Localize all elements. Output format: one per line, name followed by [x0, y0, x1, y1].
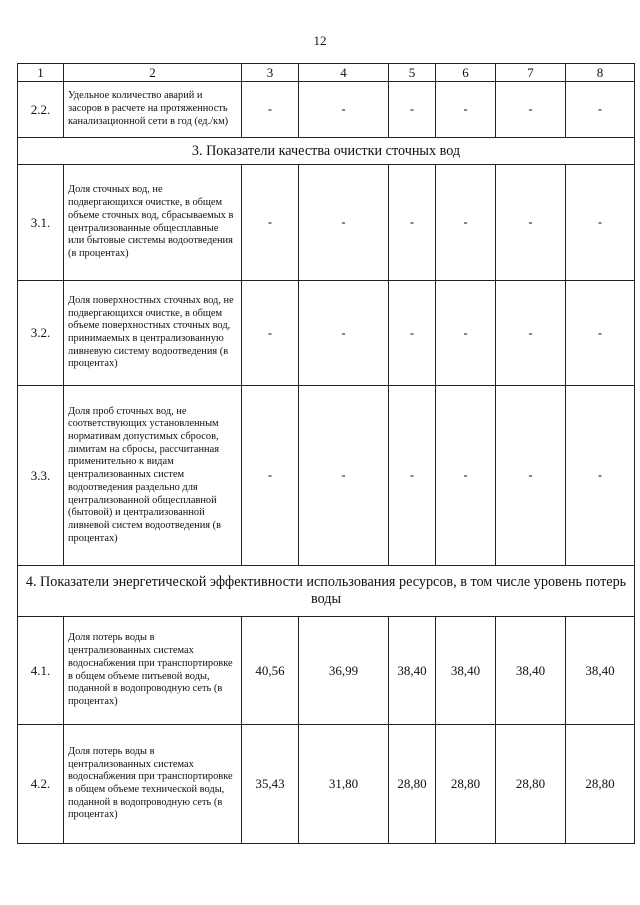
- row-value: -: [299, 281, 389, 386]
- section-title: 3. Показатели качества очистки сточных вод: [18, 138, 635, 165]
- row-value: -: [299, 165, 389, 281]
- header-cell: 5: [389, 64, 436, 82]
- table-row: [18, 725, 635, 844]
- row-value: -: [496, 165, 566, 281]
- row-value: -: [242, 165, 299, 281]
- row-value: -: [389, 386, 436, 566]
- section-row: [18, 566, 635, 617]
- row-value: -: [496, 82, 566, 138]
- row-value: -: [389, 281, 436, 386]
- row-value: 38,40: [566, 617, 635, 725]
- section-row: [18, 138, 635, 165]
- row-value: -: [496, 281, 566, 386]
- row-value: -: [496, 386, 566, 566]
- row-number: 4.2.: [18, 725, 64, 844]
- header-cell: 6: [436, 64, 496, 82]
- row-value: -: [566, 281, 635, 386]
- row-number: 3.3.: [18, 386, 64, 566]
- header-row: [18, 64, 635, 82]
- header-cell: 2: [64, 64, 242, 82]
- table-row: [18, 281, 635, 386]
- header-cell: 4: [299, 64, 389, 82]
- row-value: -: [242, 82, 299, 138]
- row-value: 28,80: [389, 725, 436, 844]
- indicators-table: [17, 63, 635, 844]
- row-value: 36,99: [299, 617, 389, 725]
- row-value: -: [436, 82, 496, 138]
- row-description: Доля потерь воды в централизованных системах водоснабжения при транспортировке в общем объеме технической воды, поданной в водопроводную сеть (в процентах): [64, 725, 242, 844]
- row-value: -: [389, 165, 436, 281]
- row-value: -: [299, 386, 389, 566]
- row-description: Доля проб сточных вод, не соответствующих установленным нормативам допустимых сбросов, лимитам на сбросы, рассчитанная применительно к видам централизованных систем водоотведения раздельно для централизованной общесплавной (бытовой) и централизованной ливневой систем водоотведения (в процентах): [64, 386, 242, 566]
- section-title: 4. Показатели энергетической эффективности использования ресурсов, в том числе уровень потерь воды: [18, 566, 635, 617]
- row-description: Доля потерь воды в централизованных системах водоснабжения при транспортировке в общем объеме питьевой воды, поданной в водопроводную сеть (в процентах): [64, 617, 242, 725]
- table-row: [18, 165, 635, 281]
- table-row: [18, 386, 635, 566]
- row-value: 28,80: [566, 725, 635, 844]
- row-number: 3.2.: [18, 281, 64, 386]
- row-value: 38,40: [436, 617, 496, 725]
- row-value: 38,40: [389, 617, 436, 725]
- row-value: -: [436, 165, 496, 281]
- row-value: -: [566, 386, 635, 566]
- row-value: 40,56: [242, 617, 299, 725]
- row-value: -: [299, 82, 389, 138]
- row-value: -: [389, 82, 436, 138]
- row-value: 28,80: [496, 725, 566, 844]
- row-number: 3.1.: [18, 165, 64, 281]
- row-value: -: [436, 281, 496, 386]
- header-cell: 7: [496, 64, 566, 82]
- row-value: -: [566, 82, 635, 138]
- table-row: [18, 82, 635, 138]
- row-value: 38,40: [496, 617, 566, 725]
- row-value: -: [436, 386, 496, 566]
- row-value: 31,80: [299, 725, 389, 844]
- row-description: Удельное количество аварий и засоров в расчете на протяженность канализационной сети в год (ед./км): [64, 82, 242, 138]
- row-description: Доля сточных вод, не подвергающихся очистке, в общем объеме сточных вод, сбрасываемых в централизованные общесплавные или бытовые системы водоотведения (в процентах): [64, 165, 242, 281]
- row-number: 2.2.: [18, 82, 64, 138]
- header-cell: 8: [566, 64, 635, 82]
- header-cell: 1: [18, 64, 64, 82]
- page-number: 12: [313, 33, 327, 48]
- row-value: -: [242, 281, 299, 386]
- row-number: 4.1.: [18, 617, 64, 725]
- header-cell: 3: [242, 64, 299, 82]
- row-value: 35,43: [242, 725, 299, 844]
- table-row: [18, 617, 635, 725]
- row-value: -: [566, 165, 635, 281]
- row-value: -: [242, 386, 299, 566]
- row-value: 28,80: [436, 725, 496, 844]
- row-description: Доля поверхностных сточных вод, не подвергающихся очистке, в общем объеме поверхностных сточных вод, принимаемых в централизованную ливневую систему водоотведения (в процентах): [64, 281, 242, 386]
